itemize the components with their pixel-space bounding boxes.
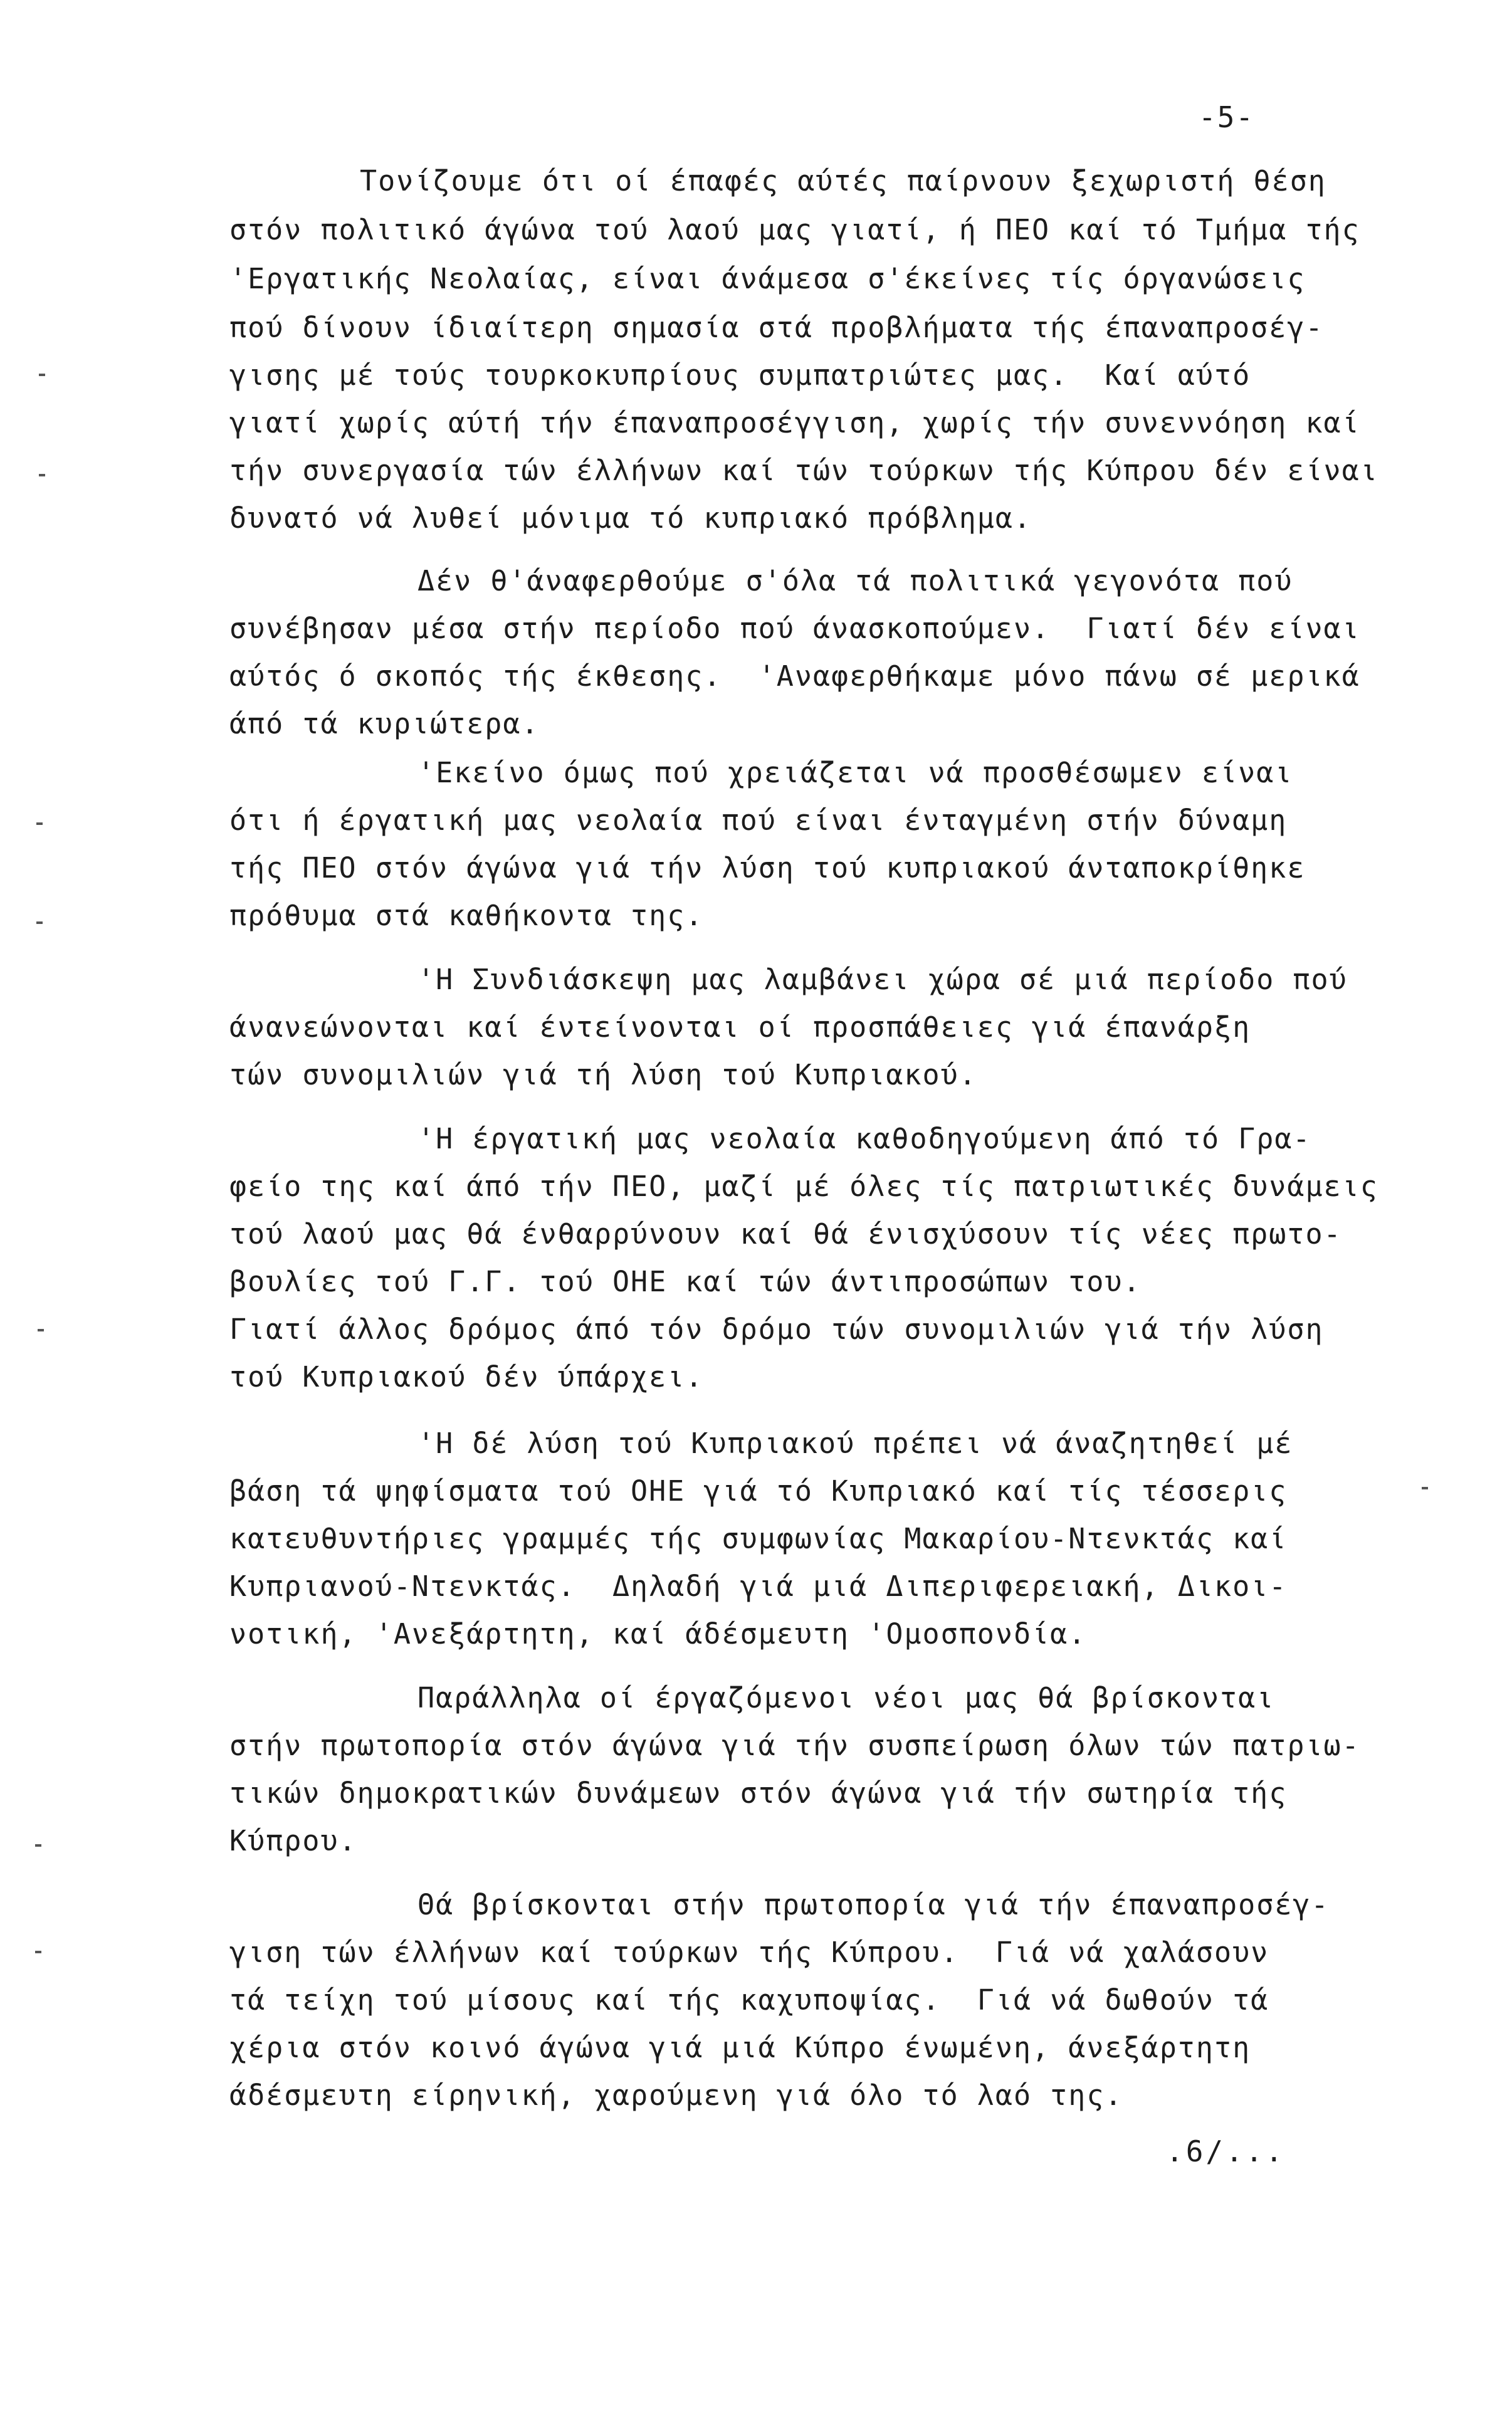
text-line: βουλίες τού Γ.Γ. τού ΟΗΕ καί τών άντιπροσώπων του. [229,1265,1142,1298]
text-line: 'Η δέ λύση τού Κυπριακού πρέπει νά άναζητηθεί μέ [417,1427,1293,1460]
text-line: Γιατί άλλος δρόμος άπό τόν δρόμο τών συνομιλιών γιά τήν λύση [229,1313,1324,1346]
text-line: τά τείχη τού μίσους καί τής καχυποψίας. Γιά νά δωθούν τά [229,1983,1269,2017]
text-line: τών συνομιλιών γιά τή λύση τού Κυπριακού. [229,1058,977,1091]
text-line: 'Εκείνο όμως πού χρειάζεται νά προσθέσωμεν είναι [417,756,1293,789]
text-line: άπό τά κυριώτερα. [229,707,540,740]
margin-mark [36,921,43,924]
text-line: τού λαού μας θά ένθαρρύνουν καί θά ένισχύσουν τίς νέες πρωτο- [229,1217,1342,1251]
margin-mark [35,1844,41,1847]
text-line: δυνατό νά λυθεί μόνιμα τό κυπριακό πρόβλημα. [229,501,1032,535]
text-line: στήν πρωτοπορία στόν άγώνα γιά τήν συσπείρωση όλων τών πατριω- [229,1729,1360,1762]
text-line: τού Κυπριακού δέν ύπάρχει. [229,1360,704,1393]
text-line: πρόθυμα στά καθήκοντα της. [229,899,704,932]
text-line: ότι ή έργατική μας νεολαία πού είναι ένταγμένη στήν δύναμη [229,804,1288,837]
text-line: τής ΠΕΟ στόν άγώνα γιά τήν λύση τού κυπριακού άνταποκρίθηκε [229,851,1306,884]
text-line: Κυπριανού-Ντενκτάς. Δηλαδή γιά μιά Διπεριφερειακή, Δικοι- [229,1570,1288,1603]
text-line: αύτός ό σκοπός τής έκθεσης. 'Αναφερθήκαμε μόνο πάνω σέ μερικά [229,659,1360,693]
text-line: κατευθυντήριες γραμμές τής συμφωνίας Μακαρίου-Ντενκτάς καί [229,1522,1288,1555]
page-number: -5- [1199,100,1255,134]
margin-mark [35,1951,41,1953]
text-line: άνανεώνονται καί έντείνονται οί προσπάθειες γιά έπανάρξη [229,1010,1251,1044]
text-line: 'Εργατικής Νεολαίας, είναι άνάμεσα σ'έκείνες τίς όργανώσεις [229,262,1306,295]
margin-mark [36,822,43,825]
text-line: Παράλληλα οί έργαζόμενοι νέοι μας θά βρίσκονται [417,1681,1275,1714]
text-line: τικών δημοκρατικών δυνάμεων στόν άγώνα γιά τήν σωτηρία τής [229,1777,1288,1810]
text-line: 'Η έργατική μας νεολαία καθοδηγούμενη άπό τό Γρα- [417,1122,1311,1155]
text-line: Δέν θ'άναφερθούμε σ'όλα τά πολιτικά γεγονότα πού [417,564,1293,597]
text-line: χέρια στόν κοινό άγώνα γιά μιά Κύπρο ένωμένη, άνεξάρτητη [229,2031,1251,2064]
text-line: 'Η Συνδιάσκεψη μας λαμβάνει χώρα σέ μιά περίοδο πού [417,963,1348,996]
margin-mark [39,474,45,476]
text-line: Τονίζουμε ότι οί έπαφές αύτές παίρνουν ξεχωριστή θέση [360,164,1326,197]
margin-mark [1422,1487,1428,1489]
text-line: γιση τών έλλήνων καί τούρκων τής Κύπρου. Γιά νά χαλάσουν [229,1936,1269,1969]
text-line: βάση τά ψηφίσματα τού ΟΗΕ γιά τό Κυπριακό καί τίς τέσσερις [229,1474,1288,1508]
text-line: Κύπρου. [229,1824,357,1857]
text-line: γιατί χωρίς αύτή τήν έπαναπροσέγγιση, χωρίς τήν συνεννόηση καί [229,406,1360,439]
text-line: φείο της καί άπό τήν ΠΕΟ, μαζί μέ όλες τίς πατριωτικές δυνάμεις [229,1170,1378,1203]
text-line: τήν συνεργασία τών έλλήνων καί τών τούρκων τής Κύπρου δέν είναι [229,454,1378,487]
margin-mark [39,374,45,376]
text-line: νοτική, 'Ανεξάρτητη, καί άδέσμευτη 'Ομοσπονδία. [229,1617,1087,1651]
text-line: άδέσμευτη είρηνική, χαρούμενη γιά όλο τό λαό της. [229,2079,1123,2112]
margin-mark [38,1329,44,1331]
continuation-marker: .6/... [1166,2134,1286,2168]
text-line: πού δίνουν ίδιαίτερη σημασία στά προβλήματα τής έπαναπροσέγ- [229,311,1324,344]
text-line: γισης μέ τούς τουρκοκυπρίους συμπατριώτες μας. Καί αύτό [229,359,1251,392]
text-line: Θά βρίσκονται στήν πρωτοπορία γιά τήν έπαναπροσέγ- [417,1888,1330,1921]
text-line: στόν πολιτικό άγώνα τού λαού μας γιατί, ή ΠΕΟ καί τό Τμήμα τής [229,213,1360,246]
text-line: συνέβησαν μέσα στήν περίοδο πού άνασκοπούμεν. Γιατί δέν είναι [229,612,1360,645]
